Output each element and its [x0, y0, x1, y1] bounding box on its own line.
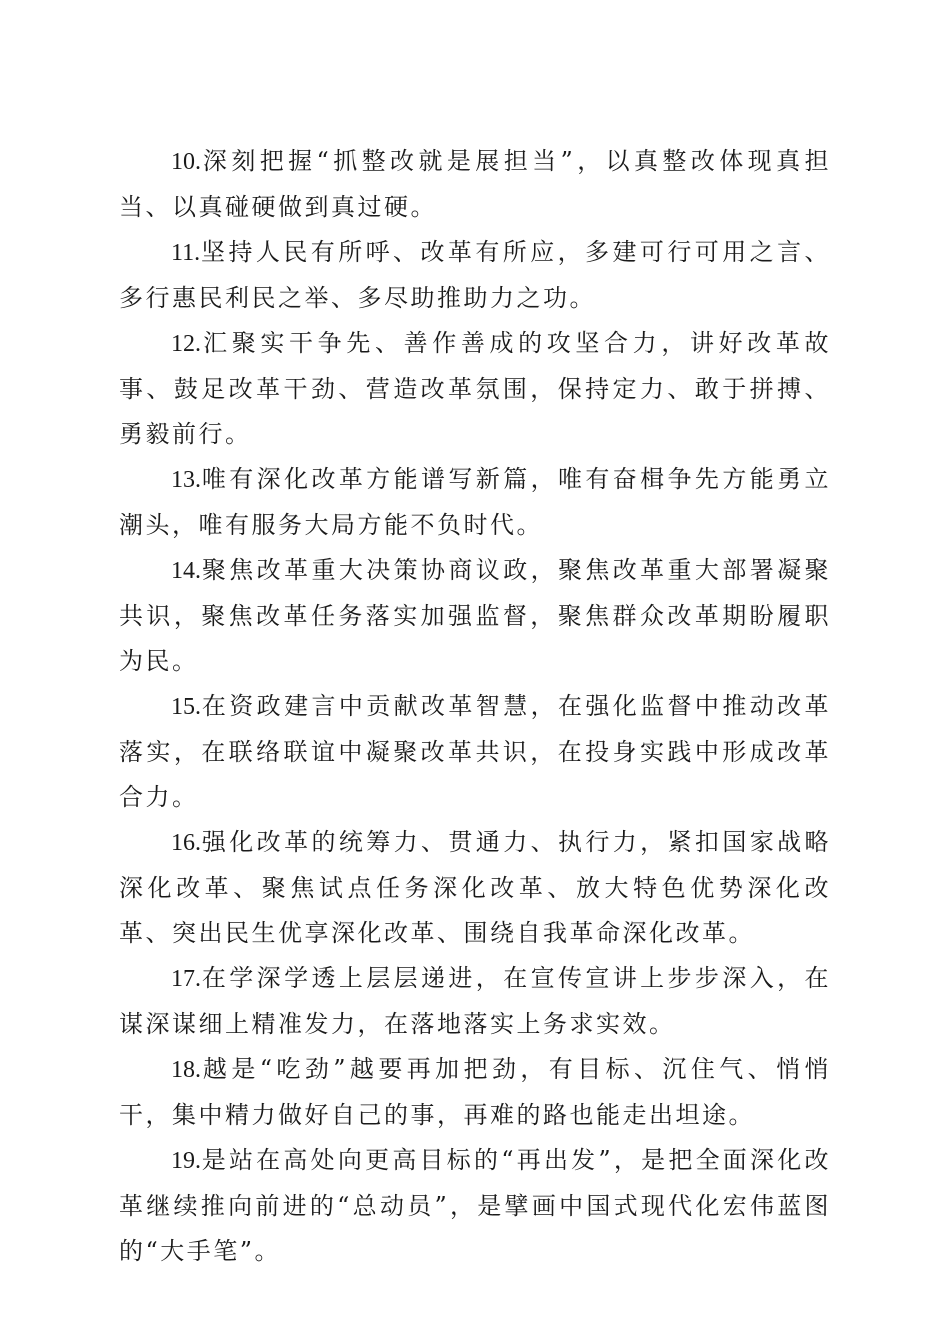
paragraph-13	[119, 457, 831, 548]
paragraph-text: 是站在高处向更高目标的“再出发”，是把全面深化改革继续推向前进的“总动员”，是擘画中国式现代化宏伟蓝图的“大手笔”。	[119, 1146, 831, 1265]
paragraph-number: 16.	[171, 830, 201, 856]
paragraph-18	[119, 1047, 831, 1138]
paragraph-15	[119, 684, 831, 820]
paragraph-text: 唯有深化改革方能谱写新篇，唯有奋楫争先方能勇立潮头，唯有服务大局方能不负时代。	[119, 465, 831, 539]
document-body	[119, 139, 831, 1274]
paragraph-number: 19.	[171, 1148, 201, 1174]
paragraph-14	[119, 548, 831, 684]
paragraph-text: 汇聚实干争先、善作善成的攻坚合力，讲好改革故事、鼓足改革干劲、营造改革氛围，保持定力、敢于拼搏、勇毅前行。	[119, 329, 831, 448]
paragraph-19	[119, 1138, 831, 1274]
paragraph-number: 11.	[171, 240, 201, 266]
paragraph-number: 12.	[171, 331, 201, 357]
paragraph-17	[119, 956, 831, 1047]
paragraph-text: 坚持人民有所呼、改革有所应，多建可行可用之言、多行惠民利民之举、多尽助推助力之功。	[119, 238, 831, 312]
paragraph-number: 13.	[171, 467, 201, 493]
paragraph-text: 深刻把握“抓整改就是展担当”，以真整改体现真担当、以真碰硬做到真过硬。	[119, 147, 831, 221]
paragraph-number: 10.	[171, 149, 201, 175]
paragraph-number: 17.	[171, 966, 201, 992]
paragraph-text: 强化改革的统筹力、贯通力、执行力，紧扣国家战略深化改革、聚焦试点任务深化改革、放大特色优势深化改革、突出民生优享深化改革、围绕自我革命深化改革。	[119, 828, 831, 947]
paragraph-12	[119, 321, 831, 457]
paragraph-16	[119, 820, 831, 956]
paragraph-10	[119, 139, 831, 230]
paragraph-number: 14.	[171, 558, 201, 584]
paragraph-number: 15.	[171, 694, 201, 720]
paragraph-text: 在资政建言中贡献改革智慧，在强化监督中推动改革落实，在联络联谊中凝聚改革共识，在投身实践中形成改革合力。	[119, 692, 831, 811]
paragraph-11	[119, 230, 831, 321]
paragraph-text: 越是“吃劲”越要再加把劲，有目标、沉住气、悄悄干，集中精力做好自己的事，再难的路也能走出坦途。	[119, 1055, 831, 1129]
paragraph-text: 聚焦改革重大决策协商议政，聚焦改革重大部署凝聚共识，聚焦改革任务落实加强监督，聚焦群众改革期盼履职为民。	[119, 556, 831, 675]
paragraph-text: 在学深学透上层层递进，在宣传宣讲上步步深入，在谋深谋细上精准发力，在落地落实上务求实效。	[119, 964, 831, 1038]
paragraph-number: 18.	[171, 1057, 201, 1083]
